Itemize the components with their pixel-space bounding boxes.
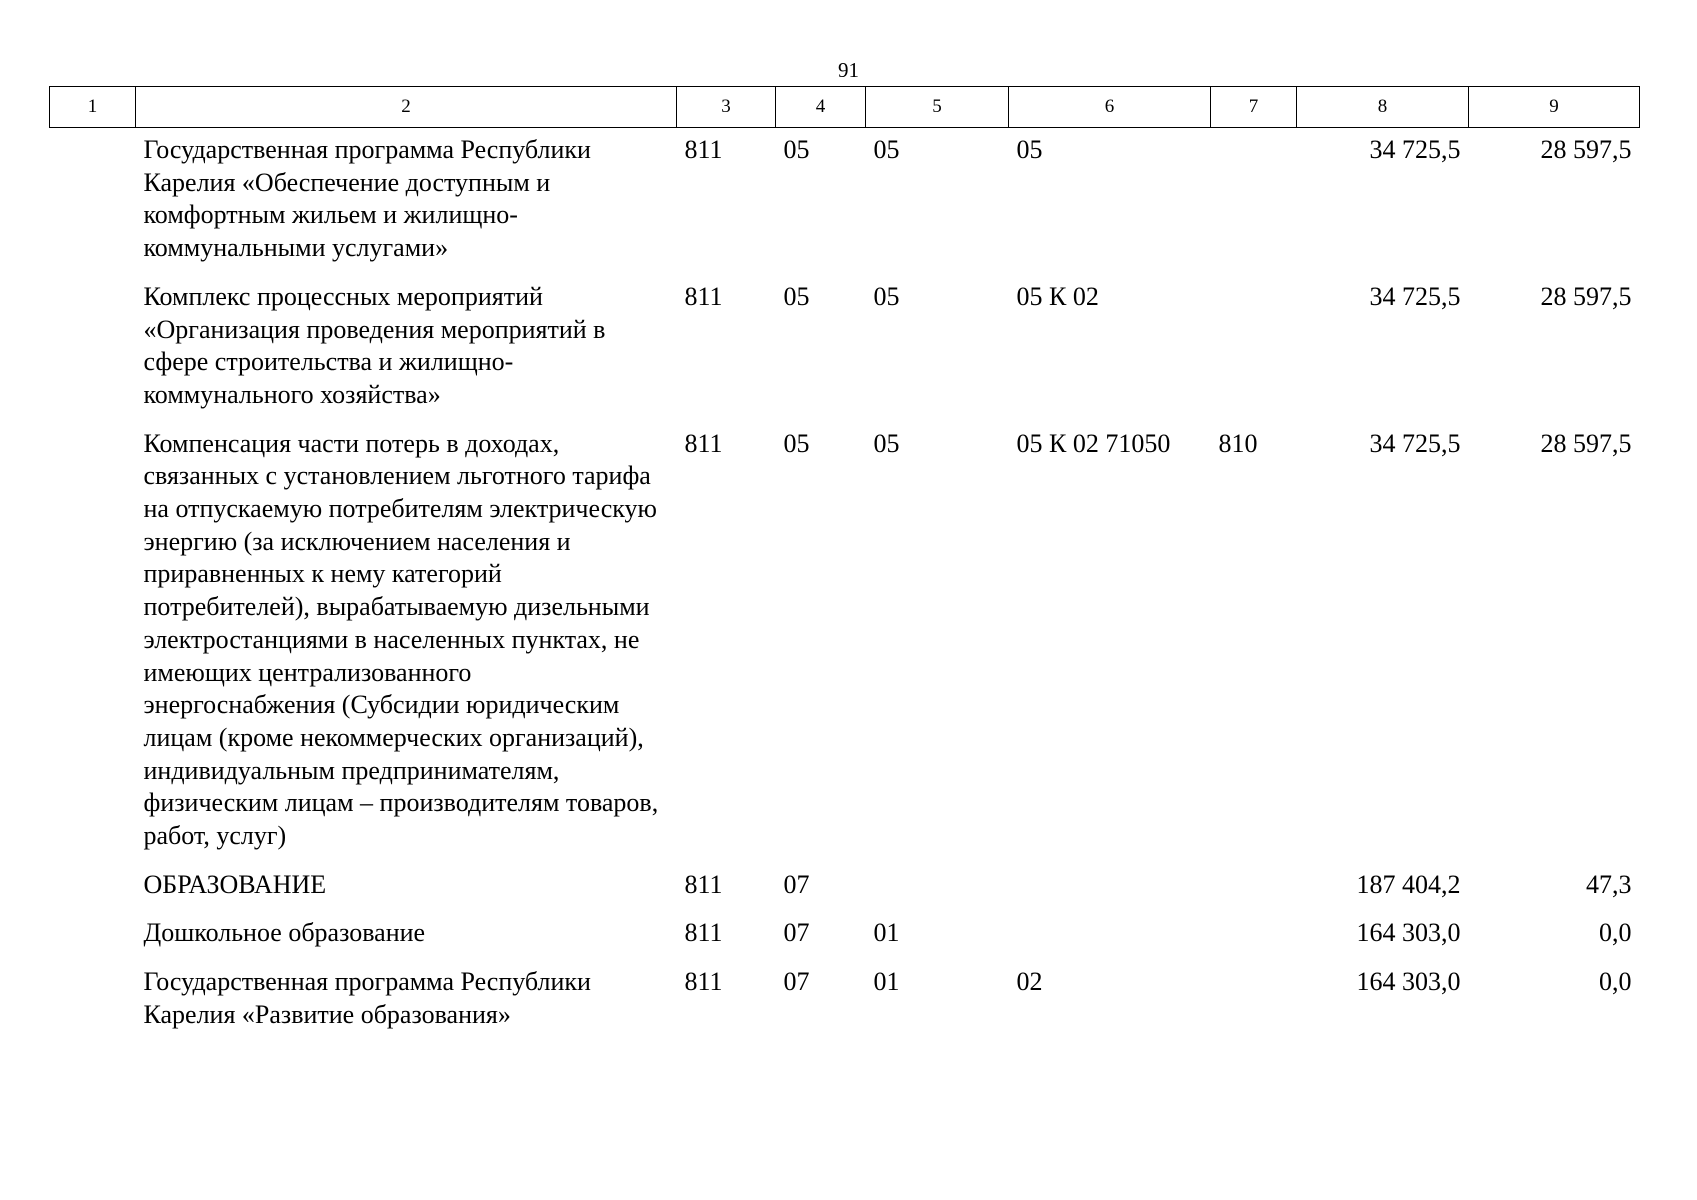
cell-col3: 811 [684, 428, 723, 458]
cell-col3: 811 [684, 135, 723, 164]
cell-col6: 02 [1016, 967, 1043, 997]
table-row [50, 428, 1640, 869]
row-name: Комплекс процессных мероприятий «Организация проведения мероприятий в сфере строительства и жилищно-коммунального хозяйства» [143, 281, 606, 409]
cell-col7 [1211, 281, 1297, 428]
cell-col3: 811 [684, 281, 723, 311]
table-row [50, 966, 1640, 1047]
cell-col5: 01 [873, 918, 900, 948]
cell-col8: 164 303,0 [1356, 918, 1461, 948]
cell-col5: 05 [873, 135, 900, 164]
cell-col6: 05 К 02 [1016, 281, 1099, 311]
cell-col5: 05 [873, 281, 900, 311]
cell-col7 [1211, 966, 1297, 1047]
header-row [50, 87, 1640, 128]
cell-col6 [1009, 869, 1211, 918]
blank-cell [50, 281, 136, 428]
blank-cell [50, 428, 136, 869]
row-name: Государственная программа Республики Карелия «Развитие образования» [143, 967, 591, 1029]
cell-col9: 28 597,5 [1540, 135, 1632, 164]
cell-col4: 05 [783, 281, 810, 311]
cell-col8: 187 404,2 [1356, 869, 1461, 899]
row-name: Дошкольное образование [143, 918, 426, 948]
row-name: Государственная программа Республики Карелия «Обеспечение доступным и комфортным жильем и жилищно-коммунальными услугами» [143, 135, 591, 263]
cell-col5: 05 [873, 428, 900, 458]
cell-col5 [866, 869, 1009, 918]
table-row [50, 281, 1640, 428]
budget-table [49, 86, 1640, 1048]
cell-col8: 34 725,5 [1369, 428, 1461, 458]
cell-col4: 05 [783, 135, 810, 164]
cell-col9: 0,0 [1599, 967, 1632, 997]
cell-col9: 28 597,5 [1540, 428, 1632, 458]
column-header-8: 8 [1297, 87, 1469, 128]
cell-col6: 05 К 02 71050 [1016, 428, 1171, 458]
cell-col8: 34 725,5 [1369, 281, 1461, 311]
cell-col7 [1211, 917, 1297, 966]
table-row [50, 128, 1640, 281]
table-row [50, 869, 1640, 918]
cell-col7 [1211, 128, 1297, 281]
cell-col9: 28 597,5 [1540, 281, 1632, 311]
blank-cell [50, 917, 136, 966]
page-number: 91 [838, 58, 859, 82]
cell-col4: 07 [783, 869, 810, 899]
column-header-6: 6 [1009, 87, 1211, 128]
column-header-2: 2 [136, 87, 677, 128]
table-row [50, 917, 1640, 966]
column-header-5: 5 [866, 87, 1009, 128]
column-header-3: 3 [677, 87, 776, 128]
cell-col4: 05 [783, 428, 810, 458]
row-name: ОБРАЗОВАНИЕ [143, 869, 327, 899]
blank-cell [50, 128, 136, 281]
cell-col8: 164 303,0 [1356, 967, 1461, 997]
cell-col3: 811 [684, 967, 723, 997]
column-header-7: 7 [1211, 87, 1297, 128]
blank-cell [50, 869, 136, 918]
column-number-header [50, 87, 1640, 128]
cell-col7: 810 [1218, 428, 1258, 458]
column-header-9: 9 [1469, 87, 1640, 128]
cell-col3: 811 [684, 918, 723, 948]
cell-col8: 34 725,5 [1369, 135, 1461, 164]
column-header-1: 1 [50, 87, 136, 128]
cell-col6 [1009, 917, 1211, 966]
table-body [50, 128, 1640, 1048]
cell-col4: 07 [783, 918, 810, 948]
cell-col9: 47,3 [1586, 869, 1632, 899]
row-name: Компенсация части потерь в доходах, связанных с установлением льготного тарифа на отпускаемую потребителям электрическую энергию (за исключением населения и приравненных к нему категорий потребителей), вырабатываемую дизельными электростанциями в населенных пунктах, не имеющих централизованного энергоснабжения (Субсидии юридическим лицам (кроме некоммерческих организаций), индивидуальным предпринимателям, физическим лицам – производителям товаров, работ, услуг) [143, 428, 659, 851]
cell-col4: 07 [783, 967, 810, 997]
cell-col7 [1211, 869, 1297, 918]
column-header-4: 4 [776, 87, 866, 128]
cell-col3: 811 [684, 869, 723, 899]
cell-col5: 01 [873, 967, 900, 997]
cell-col9: 0,0 [1599, 918, 1632, 948]
blank-cell [50, 966, 136, 1047]
cell-col6: 05 [1016, 135, 1043, 164]
